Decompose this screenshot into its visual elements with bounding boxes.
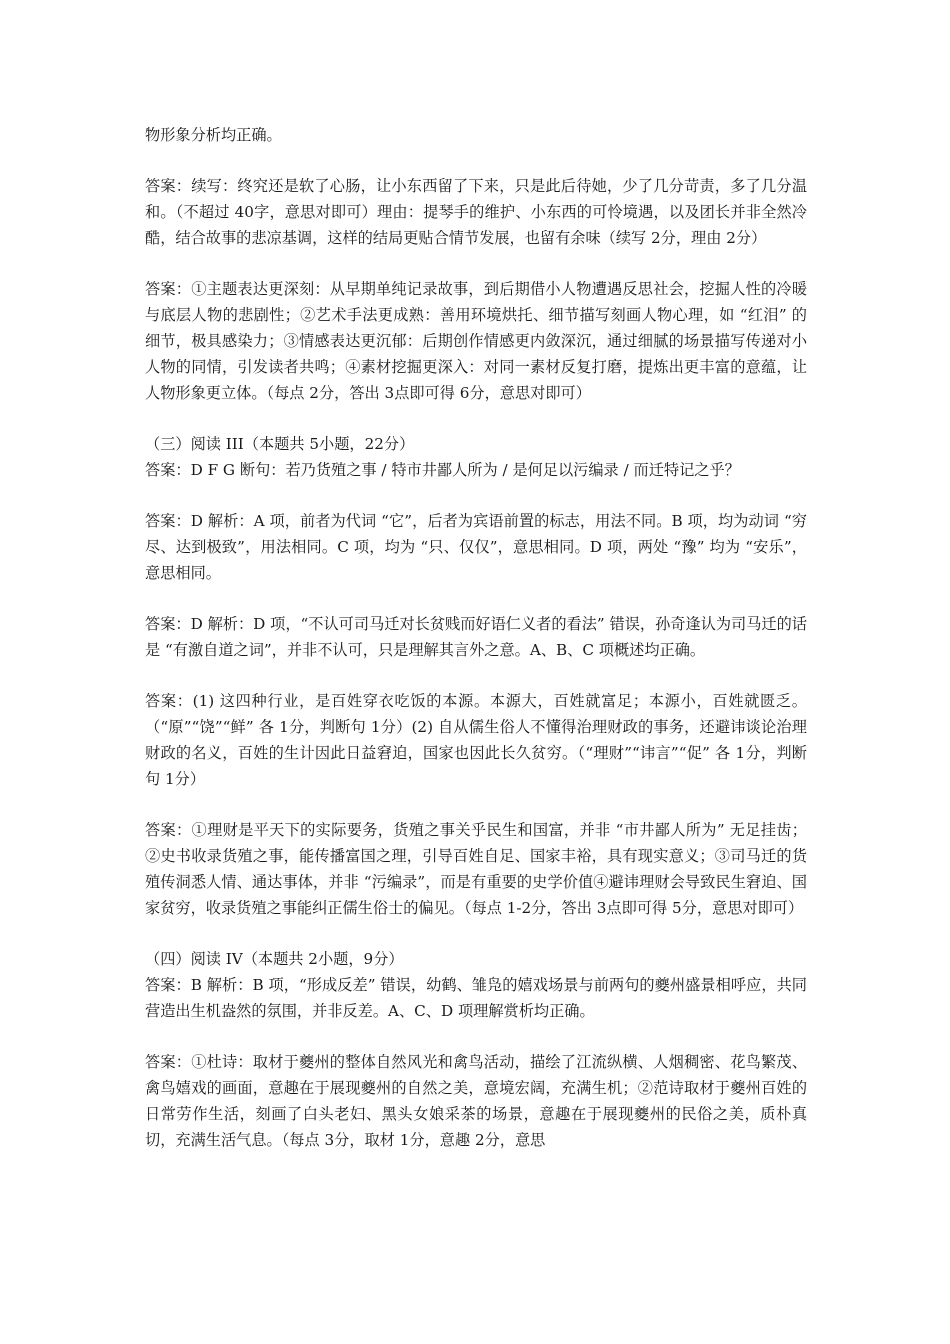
answer-paragraph-continuation-writing: 答案：续写：终究还是软了心肠，让小东西留了下来，只是此后待她，少了几分苛责，多了几分温和。（不超过 40字，意思对即可）理由：提琴手的维护、小东西的可怜境遇，以及团长并非全然冷酷，结合故事的悲凉基调，这样的结局更贴合情节发展，也留有余味（续写 2分，理由 2分） [145, 177, 807, 247]
answer-paragraph-word-usage: 答案：D 解析：A 项，前者为代词 “它”，后者为宾语前置的标志，用法不同。B 项，均为动词 “穷尽、达到极致”，用法相同。C 项，均为 “只、仅仅”，意思相同。D 项，两处 “豫” 均为 “安乐”，意思相同。 [145, 512, 807, 582]
answer-paragraph-poem-comparison: 答案：①杜诗：取材于夔州的整体自然风光和禽鸟活动，描绘了江流纵横、人烟稠密、花鸟繁茂、禽鸟嬉戏的画面，意趣在于展现夔州的自然之美，意境宏阔，充满生机；②范诗取材于夔州百姓的日常劳作生活，刻画了白头老妇、黑头女娘采茶的场景，意趣在于展现夔州的民俗之美，质朴真切，充满生活气息。（每点 3分，取材 1分，意趣 2分，意思 [145, 1053, 807, 1149]
answer-paragraph-punctuation: 答案：D F G 断句：若乃货殖之事 / 特市井鄙人所为 / 是何足以污编录 / 而迁特记之乎？ [145, 461, 740, 479]
answer-paragraph-continued: 物形象分析均正确。 [145, 126, 282, 144]
section-heading-reading-4: （四）阅读 IV（本题共 2小题，9分） [145, 950, 404, 968]
answer-paragraph-poem-choice: 答案：B 解析：B 项，“形成反差” 错误，幼鹤、雏凫的嬉戏场景与前两句的夔州盛景相呼应，共同营造出生机盎然的氛围，并非反差。A、C、D 项理解赏析均正确。 [145, 976, 807, 1020]
answer-paragraph-translation: 答案：(1) 这四种行业，是百姓穿衣吃饭的本源。本源大，百姓就富足；本源小，百姓就匮乏。（“原”“饶”“鲜” 各 1分，判断句 1分）(2) 自从儒生俗人不懂得治理财政的事务，还避讳谈论治理财政的名义，百姓的生计因此日益窘迫，国家也因此长久贫穷。（“理财”“讳言”“促” 各 1分，判断句 1分） [145, 692, 807, 788]
answer-paragraph-reasons: 答案：①理财是平天下的实际要务，货殖之事关乎民生和国富，并非 “市井鄙人所为” 无足挂齿；②史书收录货殖之事，能传播富国之理，引导百姓自足、国家丰裕，具有现实意义；③司马迁的货殖传洞悉人情、通达事体，并非 “污编录”，而是有重要的史学价值④避讳理财会导致民生窘迫、国家贫穷，收录货殖之事能纠正儒生俗士的偏见。（每点 1-2分，答出 3点即可得 5分，意思对即可） [145, 821, 807, 917]
document-page [145, 122, 807, 1178]
answer-paragraph-creative-change: 答案：①主题表达更深刻：从早期单纯记录故事，到后期借小人物遭遇反思社会，挖掘人性的冷暖与底层人物的悲剧性；②艺术手法更成熟：善用环境烘托、细节描写刻画人物心理，如 “红泪” 的细节，极具感染力；③情感表达更沉郁：后期创作情感更内敛深沉，通过细腻的场景描写传递对小人物的同情，引发读者共鸣；④素材挖掘更深入：对同一素材反复打磨，提炼出更丰富的意蕴，让人物形象更立体。（每点 2分，答出 3点即可得 6分，意思对即可） [145, 280, 807, 402]
answer-paragraph-summary: 答案：D 解析：D 项，“不认可司马迁对长贫贱而好语仁义者的看法” 错误，孙奇逢认为司马迁的话是 “有激自道之词”，并非不认可，只是理解其言外之意。A、B、C 项概述均正确。 [145, 615, 807, 659]
section-heading-reading-3: （三）阅读 III（本题共 5小题，22分） [145, 435, 415, 453]
